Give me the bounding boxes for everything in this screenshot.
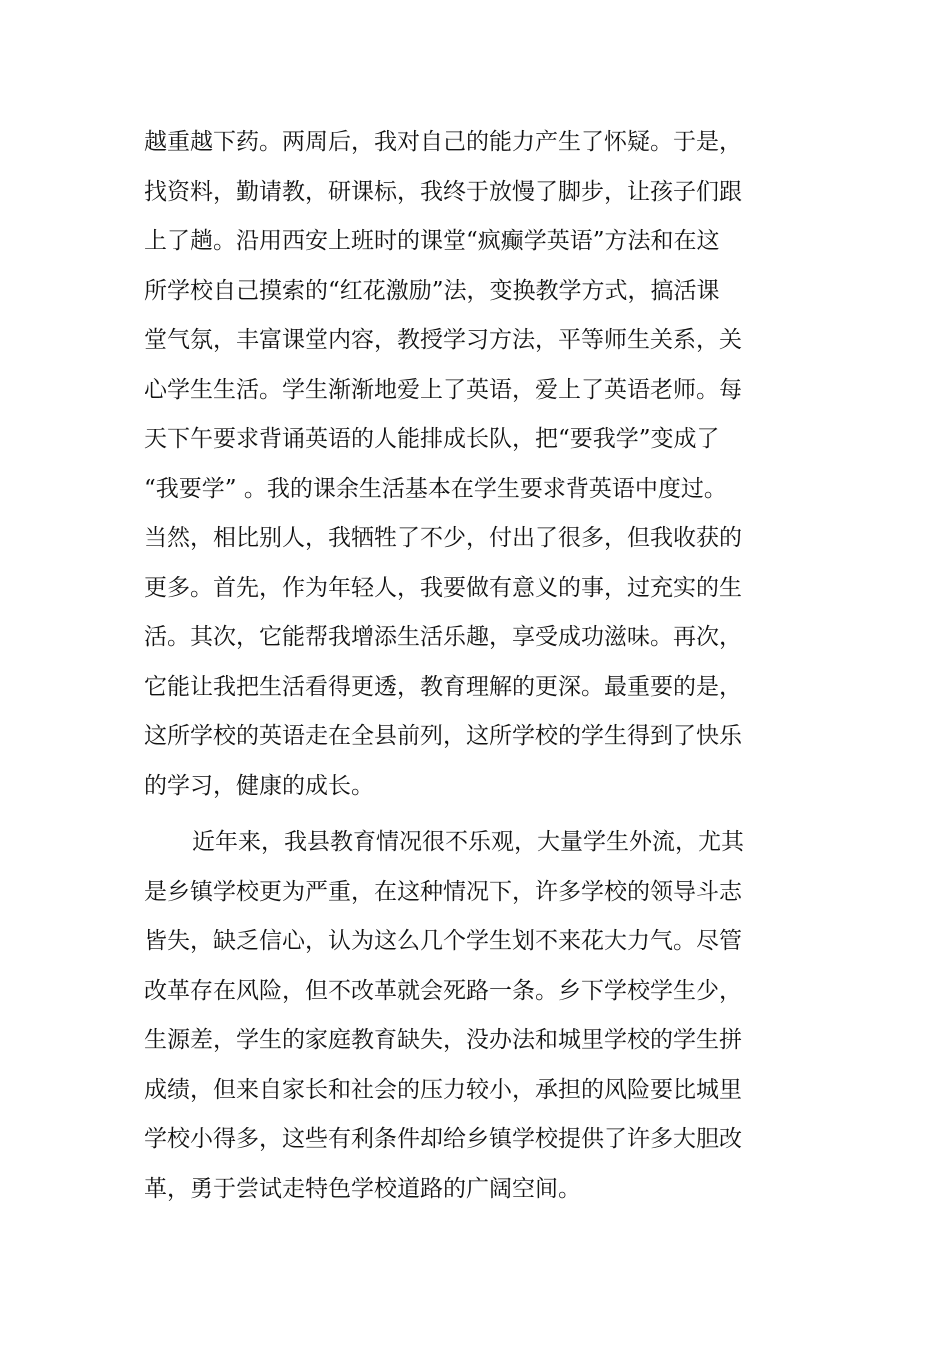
text-line: “我要学” 。我的课余生活基本在学生要求背英语中度过。: [144, 475, 727, 502]
text-line: 更多。首先，作为年轻人，我要做有意义的事，过充实的生: [144, 574, 742, 601]
text-line: 成绩，但来自家长和社会的压力较小，承担的风险要比城里: [144, 1076, 742, 1103]
text-line: 活。其次，它能帮我增添生活乐趣，享受成功滋味。再次，: [144, 624, 742, 650]
paragraph-2: [144, 818, 754, 1214]
text-line: 革，勇于尝试走特色学校道路的广阔空间。: [144, 1175, 581, 1202]
text-line: 找资料，勤请教，研课标，我终于放慢了脚步，让孩子们跟: [144, 178, 742, 205]
text-line: 堂气氛，丰富课堂内容，教授学习方法，平等师生关系，关: [144, 327, 742, 353]
paragraph-1: [144, 118, 754, 811]
text-line: 的学习，健康的成长。: [144, 772, 374, 799]
text-line: 天下午要求背诵英语的人能排成长队，把“要我学”变成了: [144, 426, 720, 452]
text-line: 上了趟。沿用西安上班时的课堂“疯癫学英语”方法和在这: [144, 228, 720, 254]
text-line: 生源差，学生的家庭教育缺失，没办法和城里学校的学生拼: [144, 1027, 742, 1053]
text-line: 当然，相比别人，我牺牲了不少，付出了很多，但我收获的: [144, 525, 742, 551]
text-line: 皆失，缺乏信心，认为这么几个学生划不来花大力气。尽管: [144, 928, 742, 954]
text-line: 近年来，我县教育情况很不乐观，大量学生外流，尤其: [192, 829, 744, 855]
text-line: 所学校自己摸索的“红花激励”法，变换教学方式，搞活课: [144, 277, 720, 304]
text-line: 改革存在风险，但不改革就会死路一条。乡下学校学生少，: [144, 977, 742, 1004]
text-line: 是乡镇学校更为严重，在这种情况下，许多学校的领导斗志: [144, 878, 742, 905]
text-line: 越重越下药。两周后，我对自己的能力产生了怀疑。于是，: [144, 129, 742, 155]
text-line: 这所学校的英语走在全县前列，这所学校的学生得到了快乐: [144, 723, 742, 749]
text-line: 学校小得多，这些有利条件却给乡镇学校提供了许多大胆改: [144, 1126, 742, 1152]
text-line: 心学生生活。学生渐渐地爱上了英语，爱上了英语老师。每: [144, 376, 742, 403]
text-line: 它能让我把生活看得更透，教育理解的更深。最重要的是，: [144, 673, 742, 700]
